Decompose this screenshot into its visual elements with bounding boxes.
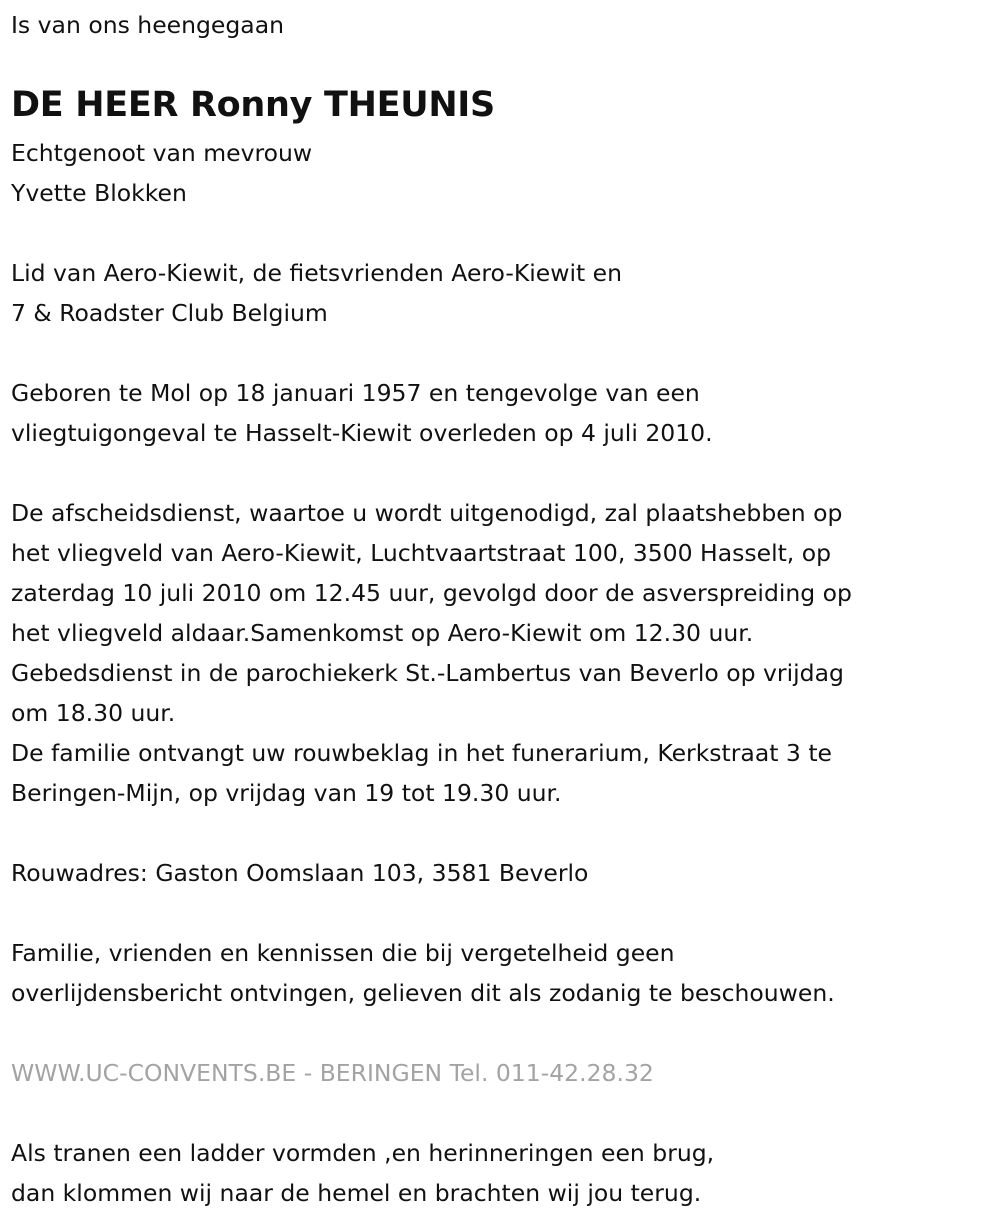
intro-text: Is van ons heengegaan: [11, 11, 284, 39]
service-line: het vliegveld aldaar.Samenkomst op Aero-Kiewit om 12.30 uur.: [11, 619, 754, 647]
poem-line: dan klommen wij naar de hemel en brachten wij jou terug.: [11, 1179, 702, 1207]
service-line: Gebedsdienst in de parochiekerk St.-Lambertus van Beverlo op vrijdag: [11, 659, 844, 687]
birth-death-line: vliegtuigongeval te Hasselt-Kiewit overleden op 4 juli 2010.: [11, 419, 713, 447]
funeral-home-footer: WWW.UC-CONVENTS.BE - BERINGEN Tel. 011-42.28.32: [11, 1059, 654, 1087]
spouse-line: Yvette Blokken: [11, 179, 187, 207]
spouse-line: Echtgenoot van mevrouw: [11, 139, 313, 167]
notice-line: overlijdensbericht ontvingen, gelieven dit als zodanig te beschouwen.: [11, 979, 835, 1007]
service-line: Beringen-Mijn, op vrijdag van 19 tot 19.30 uur.: [11, 779, 562, 807]
deceased-name: DE HEER Ronny THEUNIS: [11, 85, 495, 125]
membership-line: 7 & Roadster Club Belgium: [11, 299, 328, 327]
poem-line: Als tranen een ladder vormden ,en herinneringen een brug,: [11, 1139, 715, 1167]
membership-line: Lid van Aero-Kiewit, de fietsvrienden Aero-Kiewit en: [11, 259, 623, 287]
service-line: De afscheidsdienst, waartoe u wordt uitgenodigd, zal plaatshebben op: [11, 499, 843, 527]
birth-death-line: Geboren te Mol op 18 januari 1957 en tengevolge van een: [11, 379, 700, 407]
mourning-address: Rouwadres: Gaston Oomslaan 103, 3581 Beverlo: [11, 859, 589, 887]
service-line: het vliegveld van Aero-Kiewit, Luchtvaartstraat 100, 3500 Hasselt, op: [11, 539, 832, 567]
notice-line: Familie, vrienden en kennissen die bij vergetelheid geen: [11, 939, 675, 967]
obituary-document: [11, 5, 852, 1213]
service-line: De familie ontvangt uw rouwbeklag in het funerarium, Kerkstraat 3 te: [11, 739, 833, 767]
service-line: om 18.30 uur.: [11, 699, 176, 727]
service-line: zaterdag 10 juli 2010 om 12.45 uur, gevolgd door de asverspreiding op: [11, 579, 852, 607]
